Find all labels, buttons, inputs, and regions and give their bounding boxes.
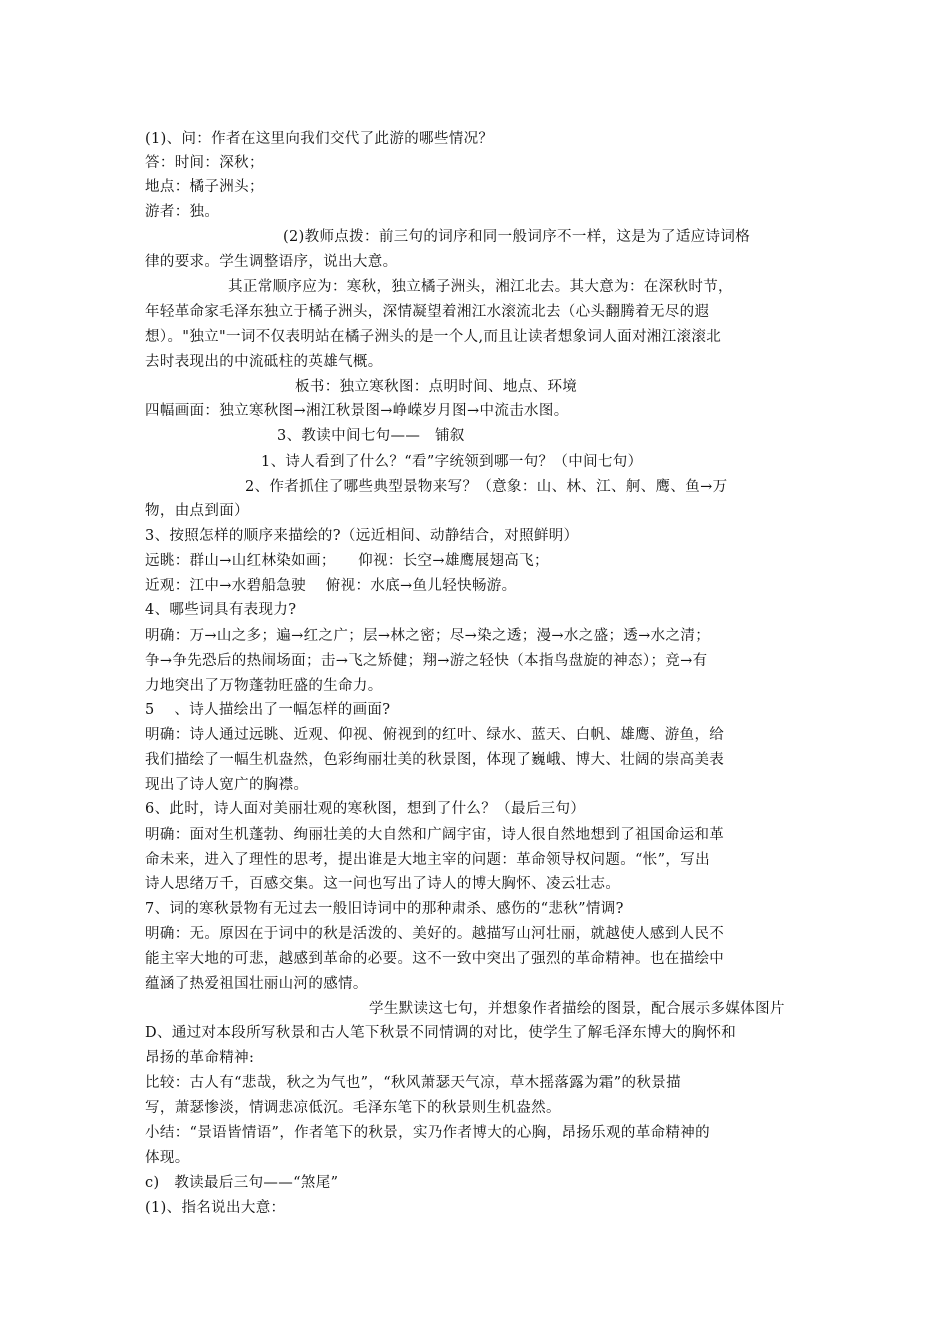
text-line: 明确：诗人通过远眺、近观、仰视、俯视到的红叶、绿水、蓝天、白帆、雄鹰、游鱼，给 (145, 727, 725, 743)
text-line: 小结：“景语皆情语”，作者笔下的秋景，实乃作者博大的心胸，昂扬乐观的革命精神的 (145, 1125, 710, 1141)
text-line: 学生默读这七句，并想象作者描绘的图景，配合展示多媒体图片 (369, 1001, 785, 1017)
text-line: 3、按照怎样的顺序来描绘的?（远近相间、动静结合，对照鲜明） (145, 528, 579, 544)
text-line: 年轻革命家毛泽东独立于橘子洲头，深情凝望着湘江水滚流北去（心头翻腾着无尽的遐 (145, 304, 710, 320)
text-line: 1、诗人看到了什么？“看”字统领到哪一句？（中间七句） (261, 454, 643, 470)
text-line: 近观：江中→水碧船急驶 俯视：水底→鱼儿轻快畅游。 (145, 578, 517, 594)
text-line: 写，萧瑟惨淡，情调悲凉低沉。毛泽东笔下的秋景则生机盎然。 (145, 1100, 561, 1116)
text-line: 明确：面对生机蓬勃、绚丽壮美的大自然和广阔宇宙，诗人很自然地想到了祖国命运和革 (145, 827, 725, 843)
text-line: 游者：独。 (145, 204, 220, 220)
text-line: 现出了诗人宽广的胸襟。 (145, 777, 309, 793)
text-line: 4、哪些词具有表现力? (145, 602, 297, 618)
text-line: 6、此时，诗人面对美丽壮观的寒秋图，想到了什么？（最后三句） (145, 801, 586, 817)
text-line: 诗人思绪万千，百感交集。这一问也写出了诗人的博大胸怀、凌云壮志。 (145, 876, 621, 892)
text-line: (2)教师点拨：前三句的词序和同一般词序不一样，这是为了适应诗词格 (283, 229, 751, 245)
text-line: 争→争先恐后的热闹场面；击→飞之矫健；翔→游之轻快（本指鸟盘旋的神态）；竞→有 (145, 653, 708, 669)
text-line: 力地突出了万物蓬勃旺盛的生命力。 (145, 678, 383, 694)
text-line: c) 教读最后三句——“煞尾” (145, 1175, 339, 1191)
text-line: 想）。"独立"一词不仅表明站在橘子洲头的是一个人,而且让读者想象词人面对湘江滚滚北 (145, 329, 722, 345)
text-line: 能主宰大地的可悲，越感到革命的必要。这不一致中突出了强烈的革命精神。也在描绘中 (145, 951, 725, 967)
text-line: 物，由点到面） (145, 503, 249, 519)
text-line: 地点：橘子洲头； (145, 179, 264, 195)
text-line: 律的要求。学生调整语序，说出大意。 (145, 254, 398, 270)
text-line: D、通过对本段所写秋景和古人笔下秋景不同情调的对比，使学生了解毛泽东博大的胸怀和 (145, 1025, 737, 1041)
text-line: 我们描绘了一幅生机盎然，色彩绚丽壮美的秋景图，体现了巍峨、博大、壮阔的崇高美表 (145, 752, 725, 768)
text-line: (1)、指名说出大意： (145, 1200, 286, 1216)
text-line: 体现。 (145, 1150, 190, 1166)
text-line: 答：时间：深秋； (145, 155, 264, 171)
text-line: 5 、诗人描绘出了一幅怎样的画面? (145, 702, 391, 718)
text-line: 远眺：群山→山红林染如画； 仰视：长空→雄鹰展翅高飞； (145, 553, 549, 569)
text-line: 昂扬的革命精神: (145, 1050, 255, 1066)
text-line: 明确：无。原因在于词中的秋是活泼的、美好的。越描写山河壮丽，就越使人感到人民不 (145, 926, 725, 942)
text-line: 其正常顺序应为：寒秋，独立橘子洲头，湘江北去。其大意为：在深秋时节， (228, 279, 733, 295)
text-line: 蕴涵了热爱祖国壮丽山河的感情。 (145, 976, 368, 992)
text-line: 2、作者抓住了哪些典型景物来写？（意象：山、林、江、舸、鹰、鱼→万 (245, 479, 728, 495)
text-line: 3、教读中间七句—— 铺叙 (277, 428, 465, 444)
text-line: 比较：古人有“悲哉，秋之为气也”，“秋风萧瑟天气凉，草木摇落露为霜”的秋景描 (145, 1075, 681, 1091)
text-line: 命未来，进入了理性的思考，提出谁是大地主宰的问题：革命领导权问题。“怅”，写出 (145, 852, 710, 868)
text-line: 明确：万→山之多；遍→红之广；层→林之密；尽→染之透；漫→水之盛；透→水之清； (145, 628, 711, 644)
text-line: 7、词的寒秋景物有无过去一般旧诗词中的那种肃杀、感伤的“悲秋”情调? (145, 901, 624, 917)
text-line: 去时表现出的中流砥柱的英雄气概。 (145, 354, 383, 370)
text-line: (1)、问：作者在这里向我们交代了此游的哪些情况？ (145, 131, 494, 147)
text-line: 板书：独立寒秋图：点明时间、地点、环境 (295, 379, 578, 395)
text-line: 四幅画面：独立寒秋图→湘江秋景图→峥嵘岁月图→中流击水图。 (145, 403, 569, 419)
